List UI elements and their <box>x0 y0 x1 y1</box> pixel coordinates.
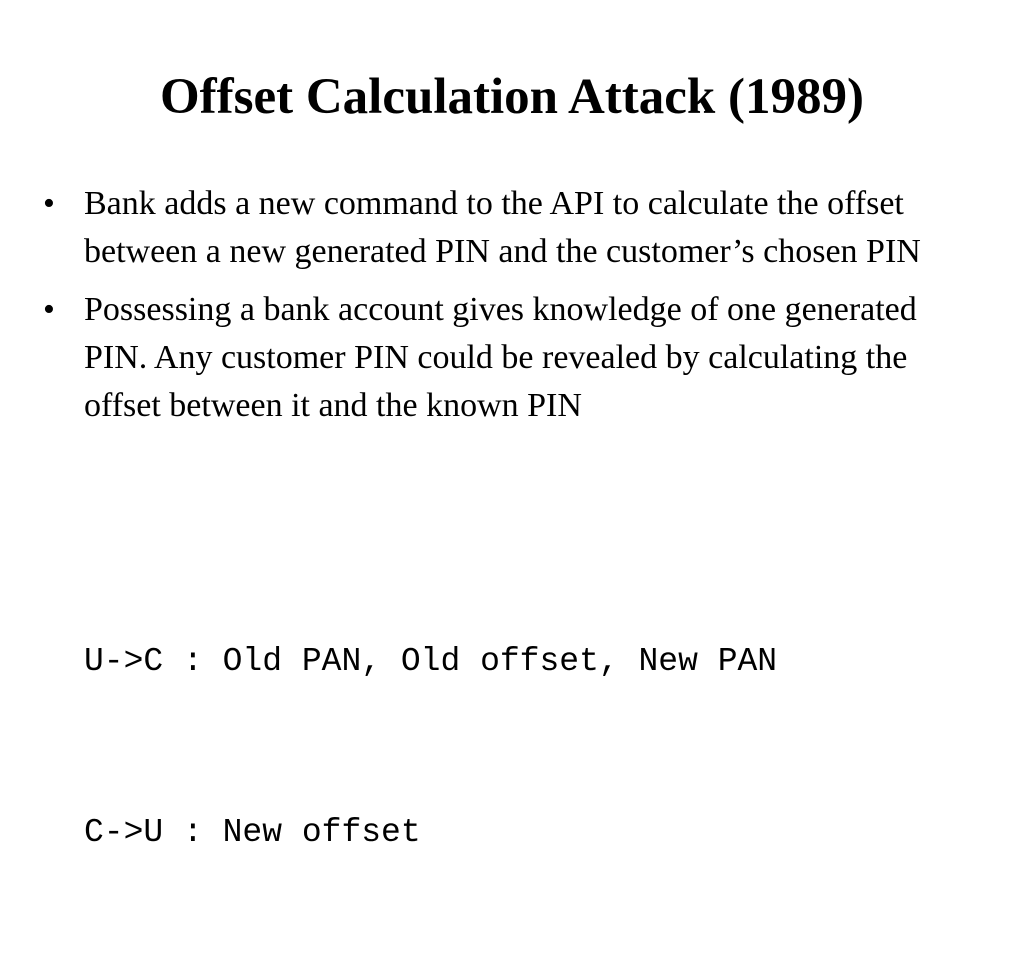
protocol-line-response: C->U : New offset <box>84 814 421 851</box>
bullet-text: Bank adds a new command to the API to calculate the offset between a new generated PIN and the customer’s chosen PIN <box>84 185 921 270</box>
bullet-text: Possessing a bank account gives knowledge of one generated PIN. Any customer PIN could be revealed by calculating the offset between it and the known PIN <box>84 291 917 424</box>
protocol-block <box>84 519 984 975</box>
protocol-line-request: U->C : Old PAN, Old offset, New PAN <box>84 643 778 680</box>
bullet-item <box>38 180 988 276</box>
bullet-marker: • <box>43 291 55 328</box>
bullet-marker: • <box>43 185 55 222</box>
slide-title: Offset Calculation Attack (1989) <box>160 69 864 125</box>
bullet-item <box>38 286 988 430</box>
bullet-list <box>38 180 988 440</box>
